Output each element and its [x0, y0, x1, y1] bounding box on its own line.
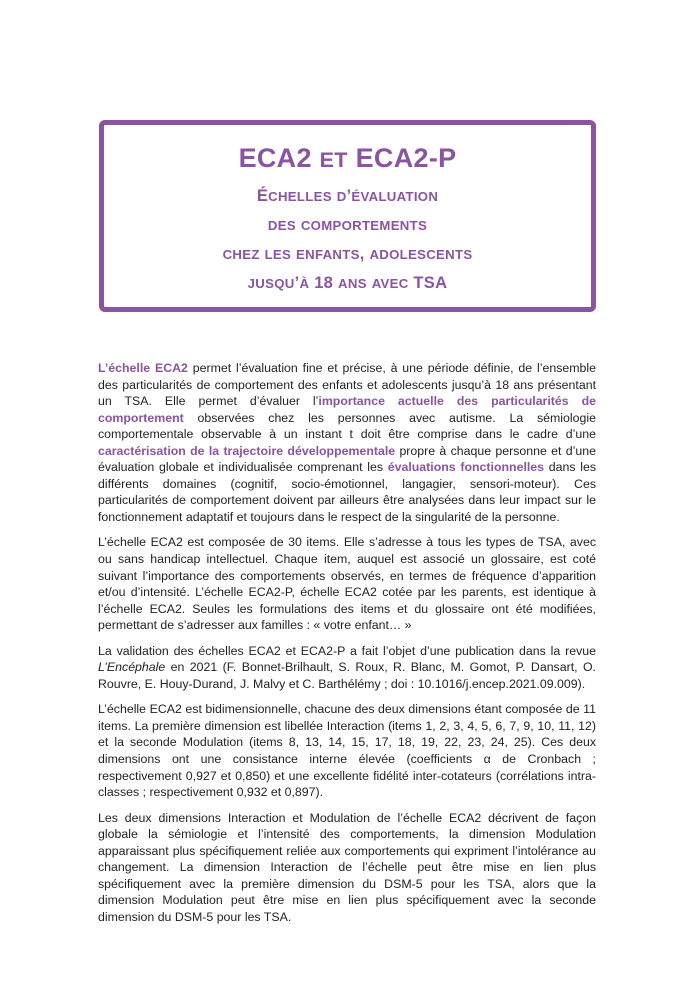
subtitle-line-3: CHEZ LES ENFANTS, ADOLESCENTS: [222, 245, 473, 263]
subtitle: [104, 182, 591, 298]
paragraph-validation-text-2: en 2021 (F. Bonnet-Brilhault, S. Roux, R. Blanc, M. Gomot, P. Dansart, O. Rouvre, E. Houy-Durand, J. Malvy et C. Barthélémy ; doi : 10.1016/j.encep.2021.09.009).: [98, 660, 596, 691]
title-box: [99, 120, 596, 312]
paragraph-intro-text-3: propre à chaque personne et d’une évaluation globale et individualisée comprenant les: [98, 443, 596, 475]
highlight-trajectoire: caractérisation de la trajectoire développementale: [98, 443, 396, 458]
paragraph-dimensions: L’échelle ECA2 est bidimensionnelle, chacune des deux dimensions étant composée de 11 items. La première dimension est libellée Interaction (items 1, 2, 3, 4, 5, 6, 7, 9, 10, 11, 12) et la seconde Modulation (items 8, 13, 14, 15, 17, 18, 19, 22, 23, 24, 25). Ces deux dimensions ont une consistance interne élevée (coefficients α de Cronbach ; respectivement 0,927 et 0,850) et une excellente fidélité inter-cotateurs (corrélations intra-classes ; respectivement 0,932 et 0,897).: [98, 702, 596, 800]
journal-name: L’Encéphale: [98, 660, 166, 675]
subtitle-line-2: DES COMPORTEMENTS: [267, 218, 428, 233]
paragraph-interaction-modulation: Les deux dimensions Interaction et Modulation de l’échelle ECA2 décrivent de façon globale la sémiologie et l’intensité des comportements, la dimension Modulation apparaissant plus spécifiquement reliée aux comportements qui expriment l’intolérance au changement. La dimension Interaction de l’échelle peut être mise en lien plus spécifiquement avec la première dimension du DSM-5 pour les TSA, alors que la dimension Modulation peut être mise en lien plus spécifiquement avec la seconde dimension du DSM-5 pour les TSA.: [98, 810, 596, 924]
highlight-eca2: L’échelle ECA2: [98, 361, 188, 375]
subtitle-line-1: ÉCHELLES D’ÉVALUATION: [256, 187, 439, 205]
body-text: [98, 360, 596, 935]
page-title: ECA2 ET ECA2-P: [238, 143, 457, 173]
paragraph-intro: [98, 360, 596, 525]
paragraph-composition: L’échelle ECA2 est composée de 30 items. Elle s’adresse à tous les types de TSA, avec ou sans handicap intellectuel. Chaque item, auquel est associé un glossaire, est coté suivant l’importance des comportements observés, en termes de fréquence d’apparition et/ou d’intensité. L’échelle ECA2-P, échelle ECA2 cotée par les parents, est identique à l’échelle ECA2. Seules les formulations des items et du glossaire ont été modifiées, permettant de s’adresser aux familles : « votre enfant… »: [98, 535, 596, 633]
paragraph-intro-text-1: permet l’évaluation fine et précise, à une période définie, de l’ensemble des particularités de comportement des enfants et adolescents jusqu’à 18 ans présentant un TSA. Elle permet d’évaluer l’: [98, 361, 596, 409]
paragraph-intro-text-2: observées chez les personnes avec autisme. La sémiologie comportementale observable à un instant t doit être comprise dans le cadre d’une: [98, 410, 596, 442]
paragraph-intro-text-4: dans les différents domaines (cognitif, socio-émotionnel, langagier, sensori-moteur). Ces particularités de comportement doivent par ailleurs être analysées dans leur impact sur le fonctionnement adaptatif et toujours dans le respect de la singularité de la personne.: [98, 460, 596, 524]
paragraph-validation-text-1: La validation des échelles ECA2 et ECA2-P a fait l’objet d’une publication dans la revue: [98, 643, 596, 658]
highlight-importance: importance actuelle des particularités de comportement: [98, 394, 597, 425]
paragraph-validation: [98, 643, 596, 693]
highlight-evaluations: évaluations fonctionnelles: [387, 460, 545, 475]
subtitle-line-4: JUSQU’À 18 ANS AVEC TSA: [247, 274, 448, 292]
